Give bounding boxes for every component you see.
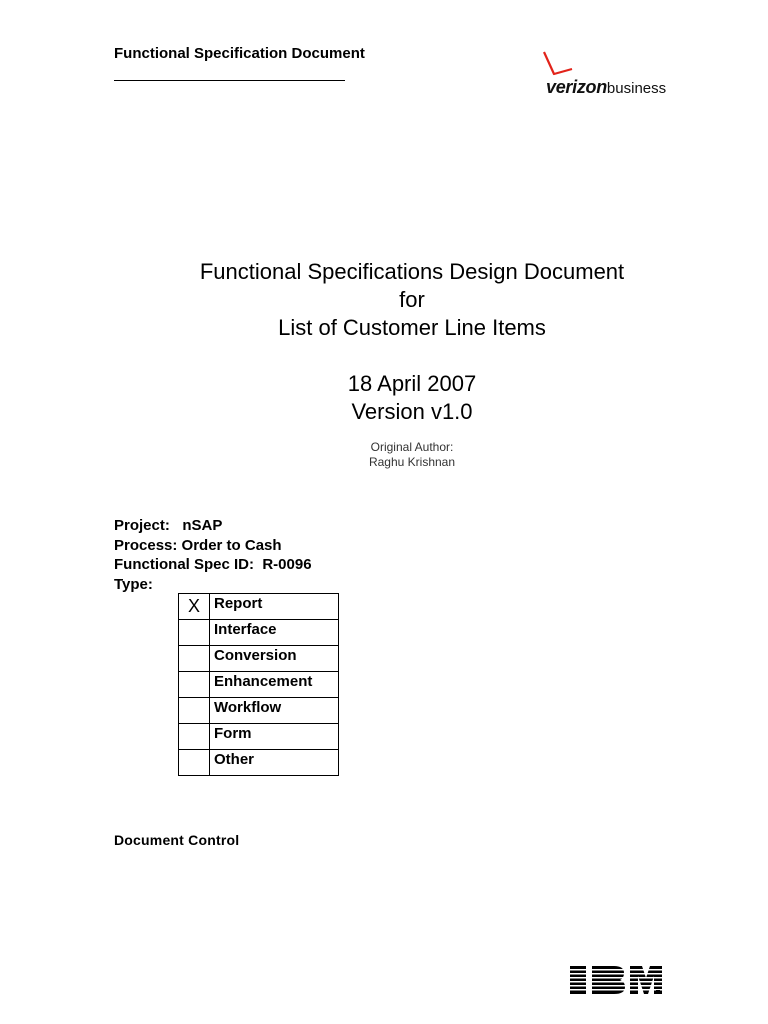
- document-date: 18 April 2007: [347, 371, 477, 396]
- logo-wordmark: [546, 78, 666, 97]
- date-version-block: [0, 370, 768, 426]
- header-title: Functional Specification Document: [114, 45, 365, 62]
- type-label-cell: Other: [210, 750, 339, 776]
- document-control-heading: Document Control: [114, 832, 240, 848]
- table-row: [179, 672, 339, 698]
- type-table: [178, 593, 339, 776]
- type-label-cell: Enhancement: [210, 672, 339, 698]
- table-row: [179, 698, 339, 724]
- table-row: [179, 724, 339, 750]
- document-title: [0, 258, 768, 342]
- author-label: Original Author:: [370, 440, 454, 454]
- type-label-cell: Interface: [210, 620, 339, 646]
- title-line-2: for: [399, 287, 425, 312]
- ibm-striped-logo-icon: [570, 966, 662, 996]
- ibm-registered-dot: [656, 990, 660, 994]
- title-line-1: Functional Specifications Design Document: [199, 259, 625, 284]
- type-label-cell: Form: [210, 724, 339, 750]
- type-check-cell: [179, 724, 210, 750]
- table-row: [179, 750, 339, 776]
- title-line-3: List of Customer Line Items: [278, 315, 546, 340]
- author-block: [0, 440, 768, 470]
- process-line: Process: Order to Cash: [114, 536, 282, 554]
- project-meta: [114, 516, 312, 594]
- header-rule: [114, 80, 345, 81]
- verizon-checkmark-icon: [538, 50, 718, 80]
- type-check-cell: [179, 646, 210, 672]
- logo-suffix: business: [606, 80, 667, 97]
- type-check-cell: [179, 672, 210, 698]
- type-label-cell: Report: [210, 594, 339, 620]
- logo-brand: verizon: [546, 77, 607, 97]
- ibm-logo: [570, 966, 662, 996]
- type-label-cell: Conversion: [210, 646, 339, 672]
- project-line: Project: nSAP: [114, 517, 223, 534]
- type-check-cell: [179, 750, 210, 776]
- table-row: [179, 594, 339, 620]
- spec-id-line: Functional Spec ID: R-0096: [114, 556, 312, 573]
- type-check-cell: X: [179, 594, 210, 620]
- document-version: Version v1.0: [351, 399, 473, 424]
- type-check-cell: [179, 698, 210, 724]
- verizon-business-logo: [538, 50, 718, 105]
- author-name: Raghu Krishnan: [368, 455, 456, 469]
- type-label: Type:: [114, 575, 153, 593]
- type-check-cell: [179, 620, 210, 646]
- type-label-cell: Workflow: [210, 698, 339, 724]
- table-row: [179, 646, 339, 672]
- table-row: [179, 620, 339, 646]
